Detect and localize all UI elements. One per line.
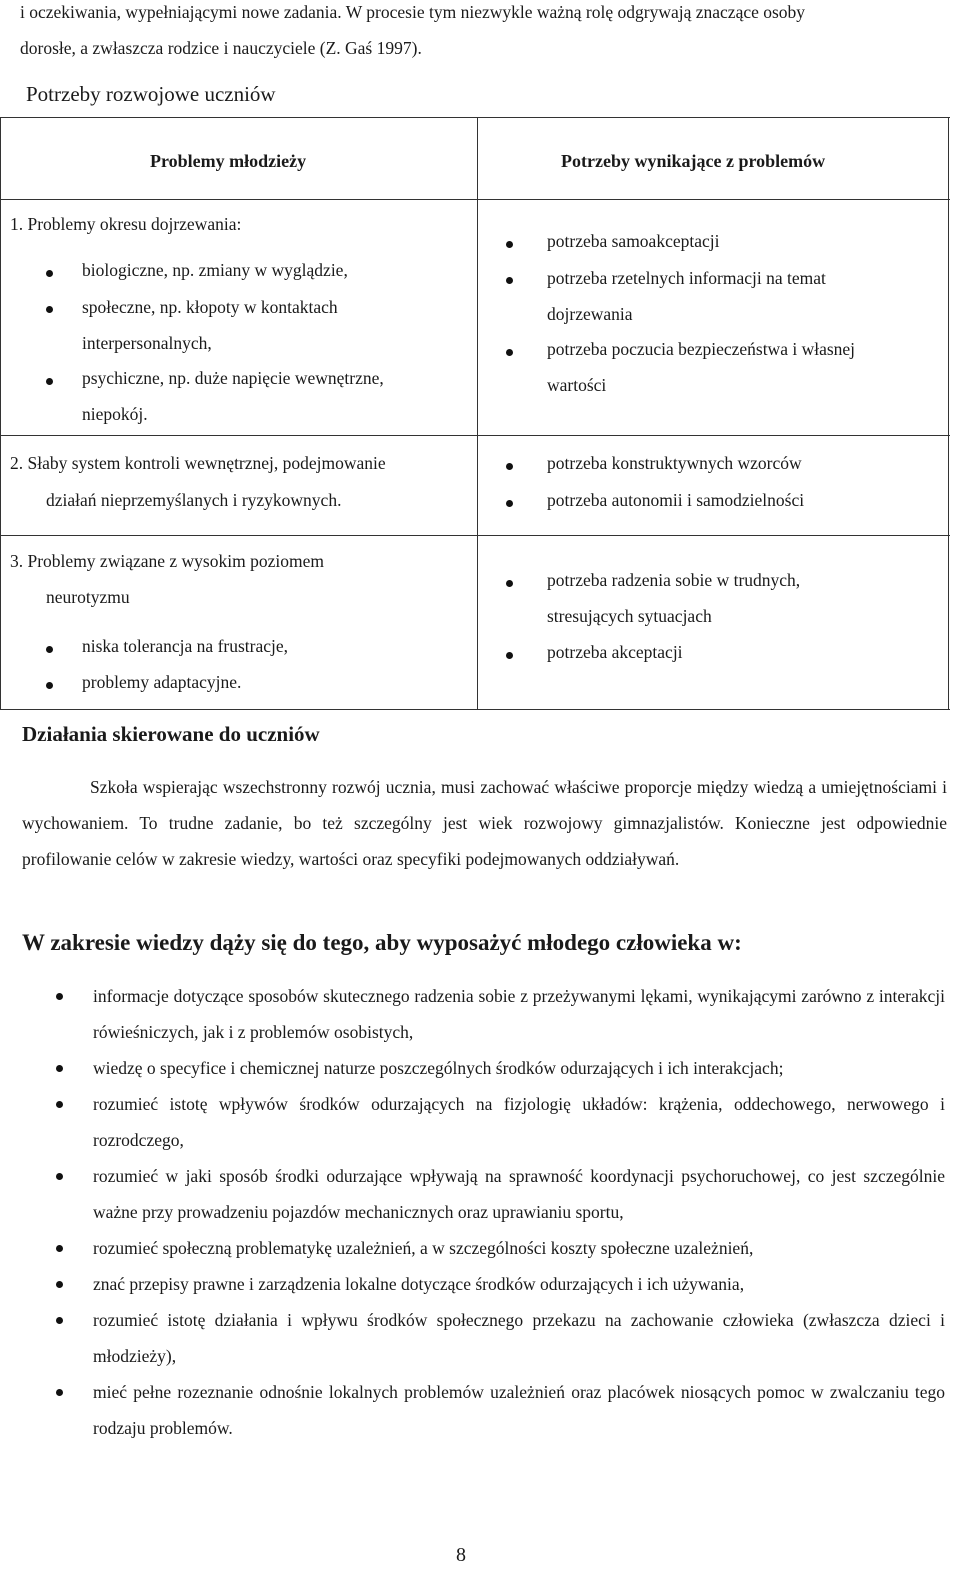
row2-need-1: potrzeba konstruktywnych wzorców [547,453,802,473]
page-number: 8 [456,1544,466,1566]
row1-title: 1. Problemy okresu dojrzewania: [10,214,242,234]
bullet-icon [46,646,53,653]
needs-heading: Potrzeby rozwojowe uczniów [26,82,276,106]
actions-heading: Działania skierowane do uczniów [22,722,320,746]
row1-item-3: psychiczne, np. duże napięcie wewnętrzne, [82,368,384,388]
bullet-icon [46,306,53,313]
knowledge-heading: W zakresie wiedzy dąży się do tego, aby wyposażyć młodego człowieka w: [22,930,742,955]
row2-line-1: 2. Słaby system kontroli wewnętrznej, podejmowanie [10,453,386,473]
row3-item-1: niska tolerancja na frustracje, [82,636,289,656]
row1-need-2-cont: dojrzewania [547,304,633,324]
knowledge-item-5: rozumieć społeczną problematykę uzależnień, a w szczególności koszty społeczne uzależnień, [93,1238,754,1258]
intro-line-2: dorosłe, a zwłaszcza rodzice i nauczyciele (Z. Gaś 1997). [20,38,422,58]
bullet-icon [46,378,53,385]
row2-need-2: potrzeba autonomii i samodzielności [547,490,805,510]
bullet-icon [506,500,513,507]
bullet-icon [56,993,63,1000]
col-header-needs: Potrzeby wynikające z problemów [561,151,826,171]
bullet-icon [56,1065,63,1072]
bullet-icon [506,241,513,248]
bullet-icon [56,1101,63,1108]
bullet-icon [56,1281,63,1288]
row1-need-1: potrzeba samoakceptacji [547,231,720,251]
bullet-icon [56,1245,63,1252]
knowledge-item-4: rozumieć w jaki sposób środki odurzające wpływają na sprawność koordynacji psychoruchowej, co jest szczególnie ważne przy prowadzeniu pojazdów mechanicznych oraz uprawianiu sportu, [93,1166,945,1222]
bullet-icon [506,277,513,284]
bullet-icon [506,349,513,356]
row3-line-1: 3. Problemy związane z wysokim poziomem [10,551,324,571]
row1-need-3: potrzeba poczucia bezpieczeństwa i własnej [547,339,856,359]
row3-line-2: neurotyzmu [46,587,130,607]
bullet-icon [506,580,513,587]
row1-item-2: społeczne, np. kłopoty w kontaktach [82,297,338,317]
row1-item-3-cont: niepokój. [82,404,148,424]
bullet-icon [506,463,513,470]
row3-item-2: problemy adaptacyjne. [82,672,242,692]
row1-need-2: potrzeba rzetelnych informacji na temat [547,268,826,288]
row3-need-1: potrzeba radzenia sobie w trudnych, [547,570,801,590]
row2-line-2: działań nieprzemyślanych i ryzykownych. [46,490,342,510]
row3-need-1-cont: stresujących sytuacjach [547,606,712,626]
row3-need-2: potrzeba akceptacji [547,642,683,662]
intro-line-1: i oczekiwania, wypełniającymi nowe zadania. W procesie tym niezwykle ważną rolę odgrywają znaczące osoby [20,2,806,22]
bullet-icon [56,1173,63,1180]
actions-paragraph: Szkoła wspierając wszechstronny rozwój ucznia, musi zachować właściwe proporcje między wiedzą a umiejętnościami i wychowaniem. To trudne zadanie, bo też szczególny jest wiek rozwojowy gimnazjalistów. Konieczne jest odpowiednie profilowanie celów w zakresie wiedzy, wartości oraz specyfiki podejmowanych oddziaływań. [22,777,947,869]
row1-item-1: biologiczne, np. zmiany w wyglądzie, [82,260,348,280]
col-header-problems: Problemy młodzieży [150,151,307,171]
knowledge-item-7: rozumieć istotę działania i wpływu środków społecznego przekazu na zachowanie człowieka (zwłaszcza dzieci i młodzieży), [93,1310,945,1366]
row1-need-3-cont: wartości [547,375,607,395]
knowledge-item-8: mieć pełne rozeznanie odnośnie lokalnych problemów uzależnień oraz placówek niosących pomoc w zwalczaniu tego rodzaju problemów. [93,1382,945,1438]
knowledge-item-6: znać przepisy prawne i zarządzenia lokalne dotyczące środków odurzających i ich używania, [93,1274,745,1294]
bullet-icon [56,1389,63,1396]
knowledge-item-3: rozumieć istotę wpływów środków odurzających na fizjologię układów: krążenia, oddechowego, nerwowego i rozrodczego, [93,1094,945,1150]
bullet-icon [56,1317,63,1324]
row1-item-2-cont: interpersonalnych, [82,333,212,353]
bullet-icon [46,682,53,689]
bullet-icon [506,652,513,659]
bullet-icon [46,270,53,277]
needs-table [0,117,950,710]
knowledge-item-2: wiedzę o specyfice i chemicznej naturze poszczególnych środków odurzających i ich interakcjach; [93,1058,784,1078]
intro-text [20,0,950,66]
knowledge-item-1: informacje dotyczące sposobów skutecznego radzenia sobie z przeżywanymi lękami, wynikającymi zarówno z interakcji rówieśniczych, jak i z problemów osobistych, [93,986,945,1042]
